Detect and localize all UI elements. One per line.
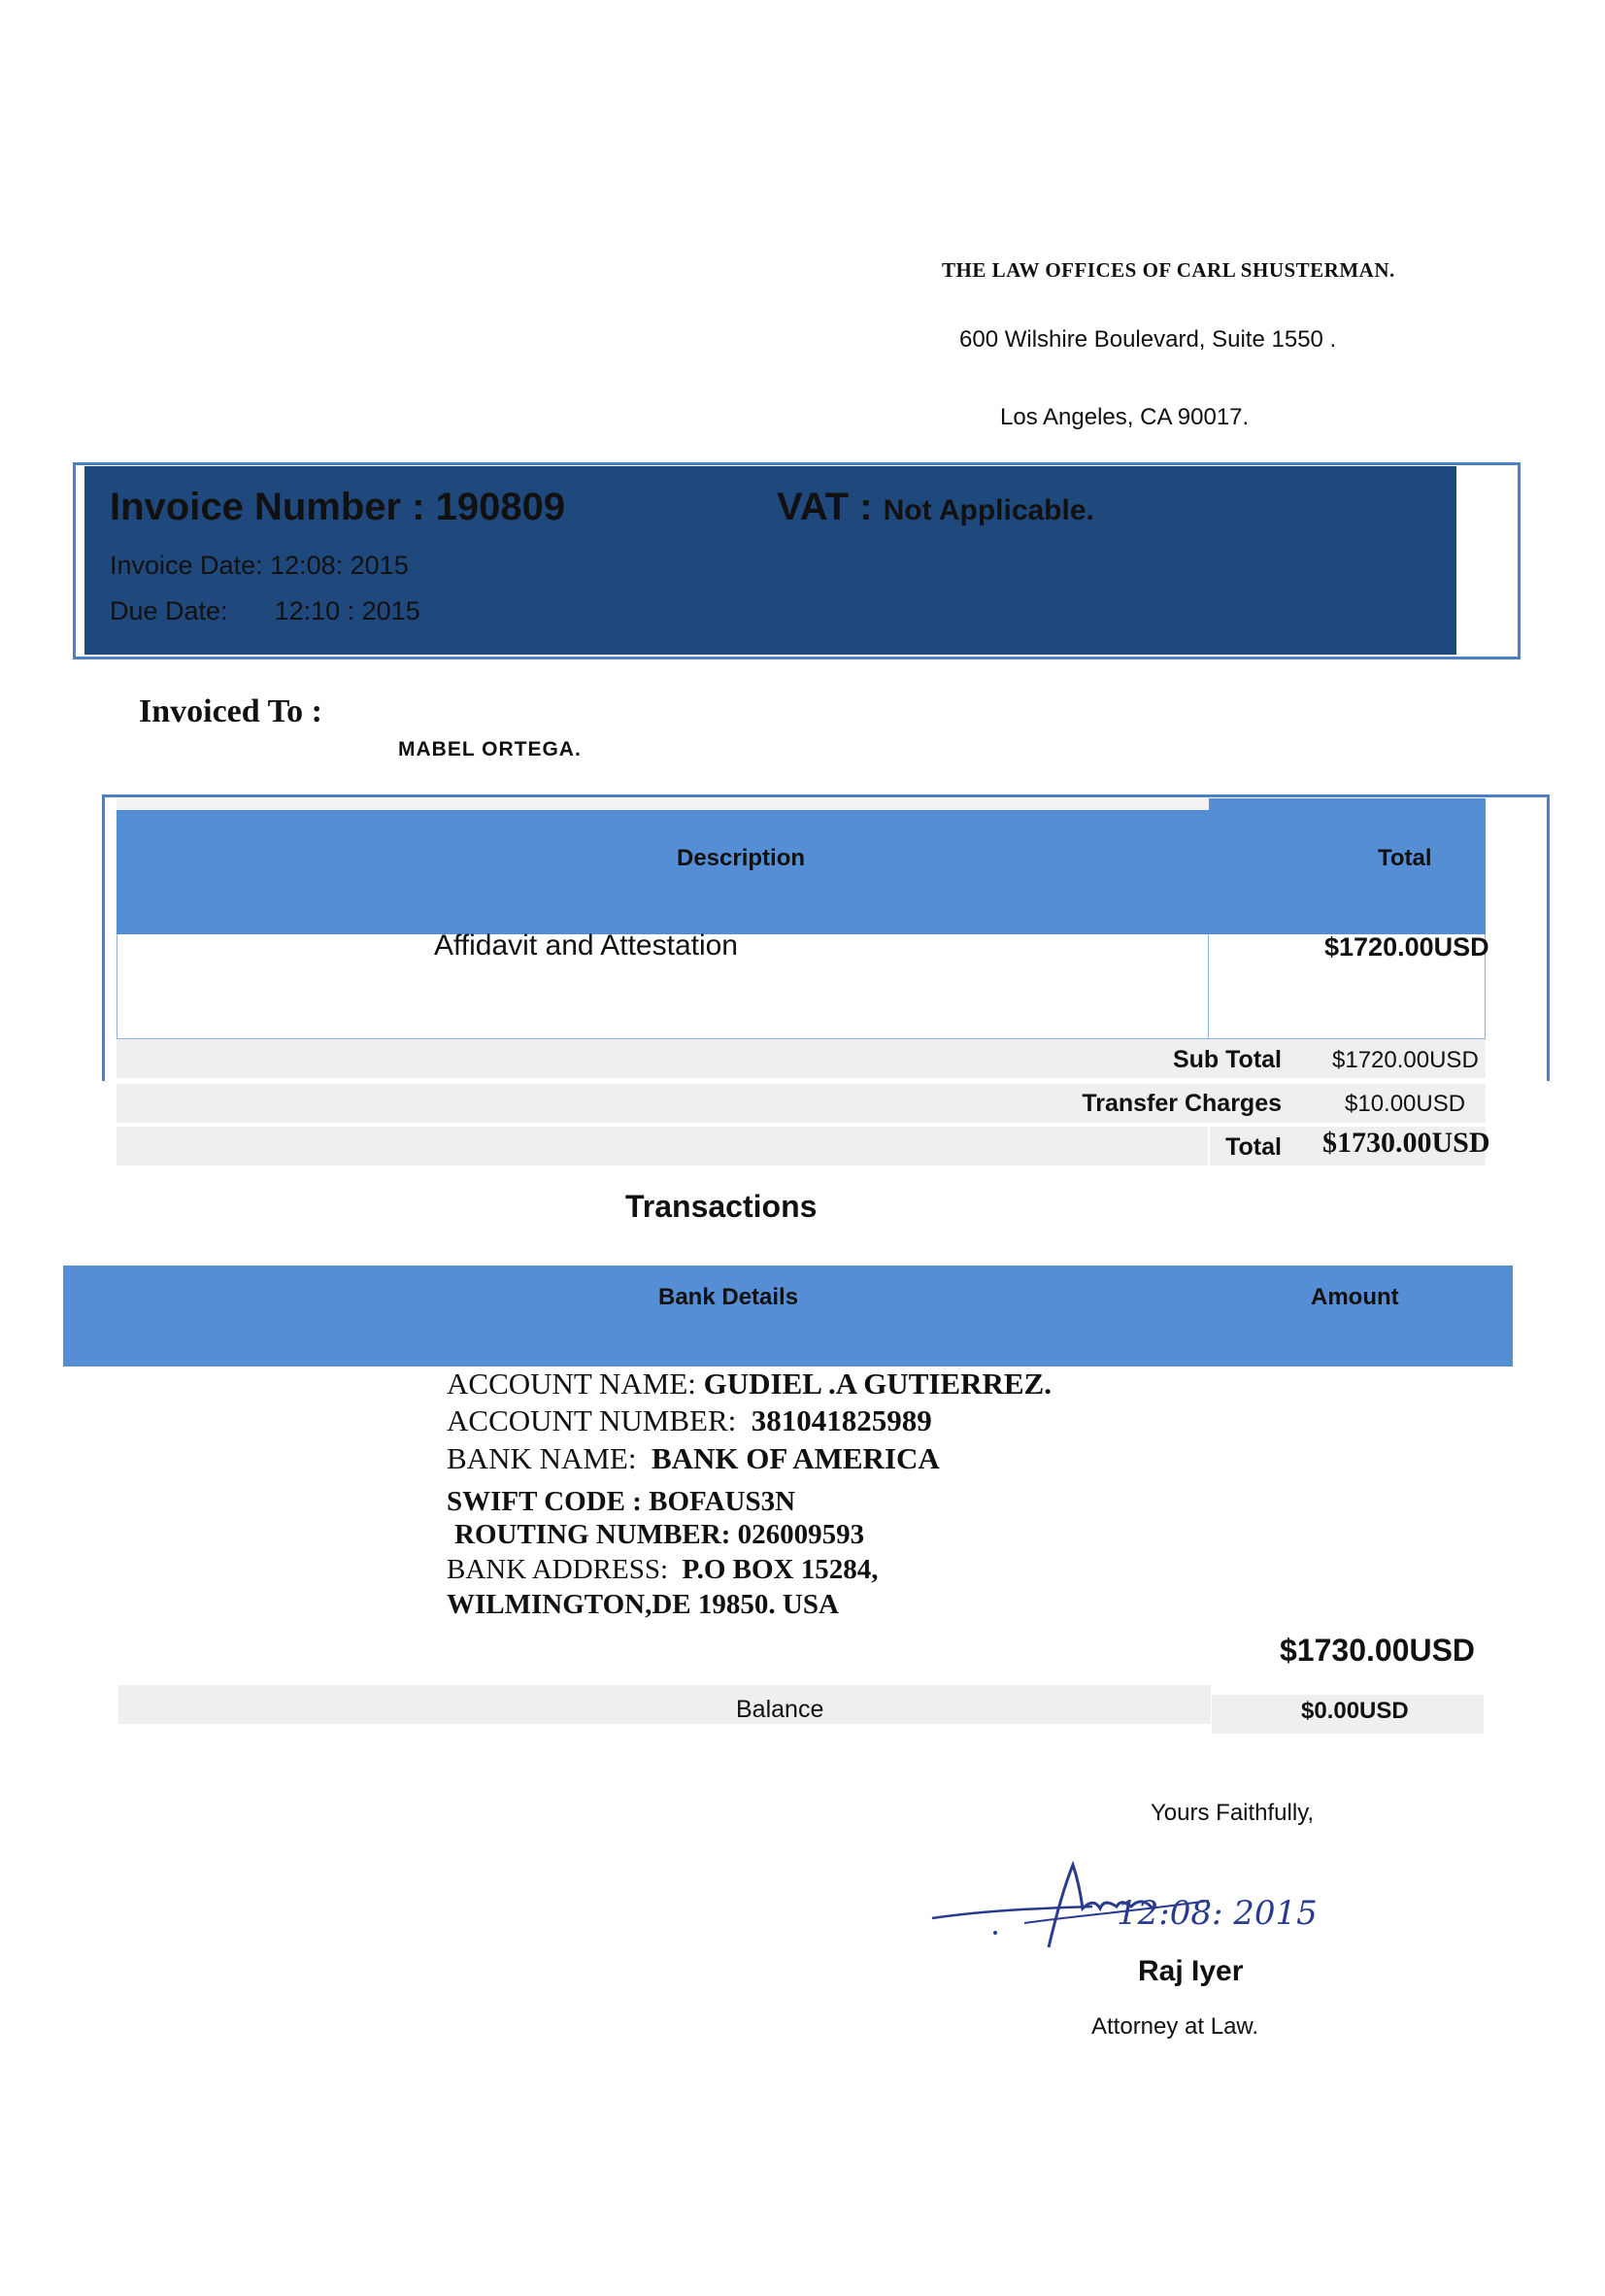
account-number-line xyxy=(447,1403,932,1438)
vat-value: Not Applicable. xyxy=(883,494,1094,526)
signer-name: Raj Iyer xyxy=(1138,1955,1244,1987)
signature-date: 12:08: 2015 xyxy=(1117,1894,1318,1933)
due-date-value: 12:10 : 2015 xyxy=(274,596,420,625)
balance-row xyxy=(118,1685,1211,1724)
signer-title: Attorney at Law. xyxy=(1091,2013,1259,2040)
swift-code: SWIFT CODE : BOFAUS3N xyxy=(447,1486,796,1517)
items-table-body xyxy=(117,934,1486,1039)
closing-text: Yours Faithfully, xyxy=(1151,1800,1315,1826)
header-amount: Amount xyxy=(1311,1284,1399,1310)
account-name-label: ACCOUNT NAME: xyxy=(447,1367,696,1401)
subtotal-label: Sub Total xyxy=(1172,1046,1282,1073)
bank-name-line xyxy=(447,1441,940,1476)
bank-name-label: BANK NAME: xyxy=(447,1441,637,1475)
firm-address-line2: Los Angeles, CA 90017. xyxy=(1000,404,1250,430)
balance-label: Balance xyxy=(736,1696,824,1723)
firm-address-line1: 600 Wilshire Boulevard, Suite 1550 . xyxy=(959,326,1337,353)
transfer-charges-label: Transfer Charges xyxy=(1082,1090,1282,1117)
due-date xyxy=(110,596,420,626)
header-total: Total xyxy=(1378,845,1432,871)
account-number-label: ACCOUNT NUMBER: xyxy=(447,1403,737,1437)
bank-address-1: P.O BOX 15284, xyxy=(682,1554,879,1585)
item-total: $1720.00USD xyxy=(1324,932,1489,962)
invoice-number: Invoice Number : 190809 xyxy=(110,486,566,528)
bank-name: BANK OF AMERICA xyxy=(651,1441,940,1475)
invoice-date: Invoice Date: 12:08: 2015 xyxy=(110,551,409,580)
vat-label: VAT : xyxy=(777,486,873,528)
bank-address-line xyxy=(447,1554,878,1586)
items-header-strip xyxy=(117,798,1209,810)
vat-info xyxy=(777,486,1094,529)
item-description: Affidavit and Attestation xyxy=(434,929,738,962)
routing-number: ROUTING NUMBER: 026009593 xyxy=(454,1519,865,1550)
account-number: 381041825989 xyxy=(751,1403,932,1437)
bank-address-label: BANK ADDRESS: xyxy=(447,1554,669,1585)
column-divider xyxy=(1208,934,1209,1039)
firm-name: THE LAW OFFICES OF CARL SHUSTERMAN. xyxy=(942,258,1395,282)
account-name-line xyxy=(447,1367,1052,1401)
due-date-label: Due Date: xyxy=(110,596,228,625)
subtotal-value: $1720.00USD xyxy=(1332,1047,1479,1073)
transaction-amount: $1730.00USD xyxy=(1280,1633,1476,1668)
transfer-charges-value: $10.00USD xyxy=(1345,1091,1466,1117)
invoiced-to-label: Invoiced To : xyxy=(139,693,322,729)
transactions-title: Transactions xyxy=(625,1189,818,1224)
bank-address-2: WILMINGTON,DE 19850. USA xyxy=(447,1589,839,1620)
balance-value: $0.00USD xyxy=(1301,1698,1409,1724)
transactions-header xyxy=(63,1266,1513,1367)
total-value: $1730.00USD xyxy=(1322,1127,1490,1159)
client-name: MABEL ORTEGA. xyxy=(398,738,582,760)
header-description: Description xyxy=(677,845,806,871)
total-label: Total xyxy=(1225,1133,1282,1161)
header-bank-details: Bank Details xyxy=(658,1284,799,1310)
account-name: GUDIEL .A GUTIERREZ. xyxy=(703,1367,1052,1401)
